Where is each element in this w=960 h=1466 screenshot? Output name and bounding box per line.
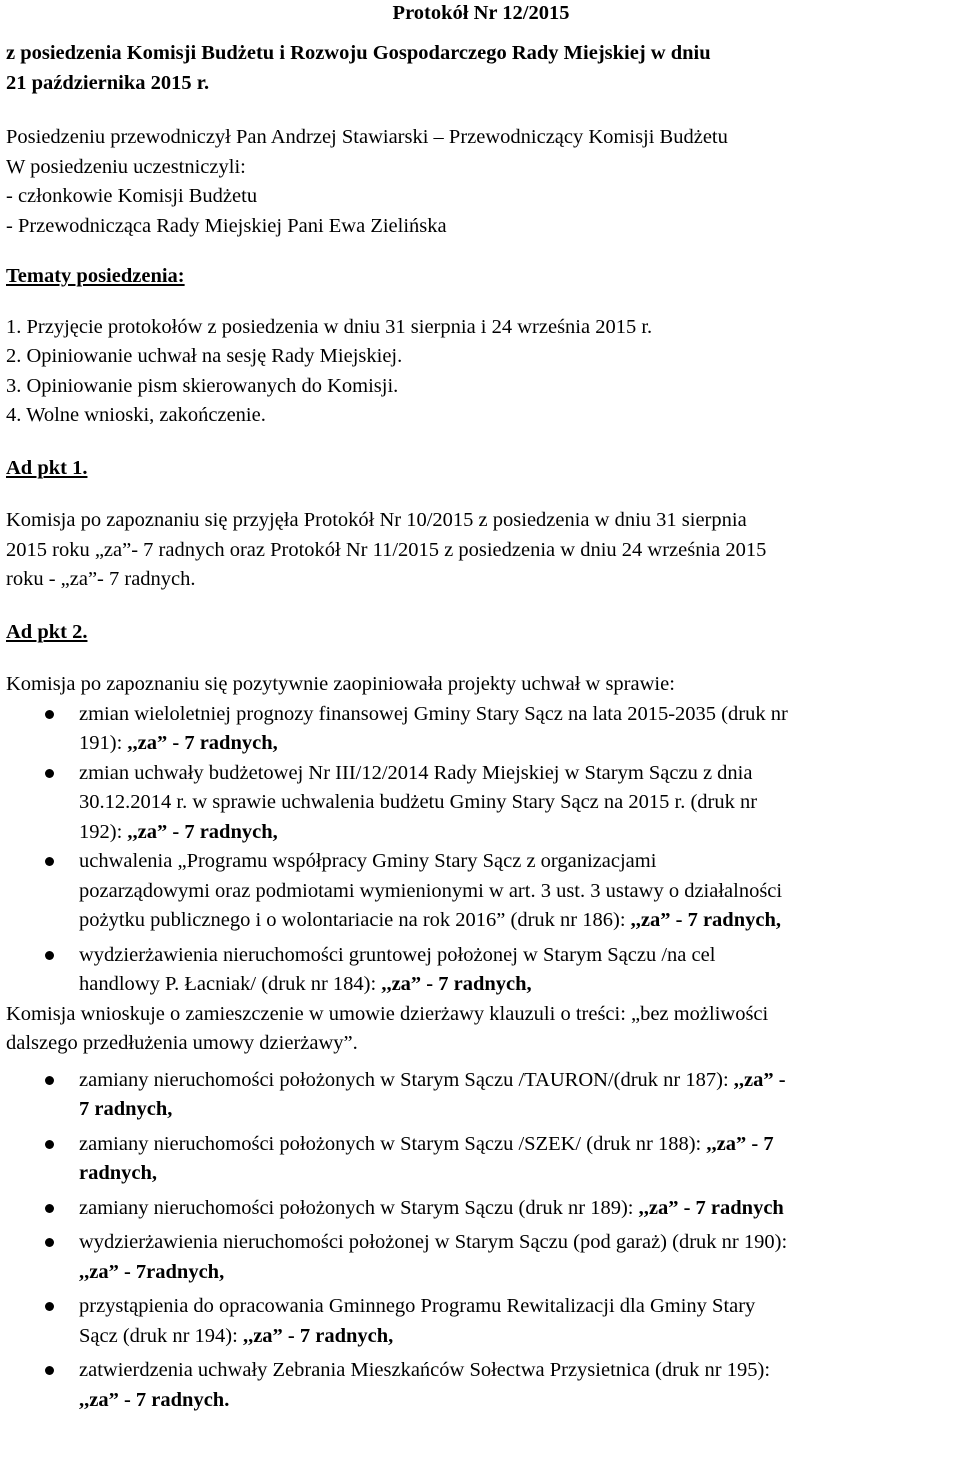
resolution-text: zamiany nieruchomości położonych w Starym Sączu /SZEK/ (druk nr 188): [79,1132,707,1155]
topics-list [6,313,956,431]
resolution-text: zmian uchwały budżetowej Nr III/12/2014 Rady Miejskiej w Starym Sączu z dnia [79,761,753,784]
vote-result: ,,za” - 7 radnych, [127,820,278,843]
topic-item: 2. Opiniowanie uchwał na sesję Rady Miejskiej. [6,345,403,367]
vote-result: ,,za” - 7 radnych, [381,973,532,995]
subtitle-line-2: 21 października 2015 r. [6,71,210,94]
resolution-item [6,847,956,936]
resolution-text: wydzierżawienia nieruchomości gruntowej położonej w Starym Sączu /na cel [79,943,716,966]
intro-member-1: - członkowie Komisji Budżetu [6,185,258,207]
intro-member-2: - Przewodnicząca Rady Miejskiej Pani Ewa Zielińska [6,214,447,237]
pkt2-request [6,1000,956,1059]
resolution-text: przystąpienia do opracowania Gminnego Programu Rewitalizacji dla Gminy Stary [79,1295,756,1317]
resolution-line [79,1322,956,1352]
vote-result: ,,za” - 7 radnych, [127,732,278,754]
vote-result: ,,za” - 7 [706,1132,774,1155]
resolution-text-cont [79,970,956,1000]
resolution-text: pozarządowymi oraz podmiotami wymienionymi w art. 3 ust. 3 ustawy o działalności [79,879,783,902]
resolution-item [6,1194,956,1224]
resolution-item [6,1130,956,1189]
request-line: dalszego przedłużenia umowy dzierżawy”. [6,1032,358,1054]
bullet-icon [45,857,54,866]
resolution-item [6,700,956,759]
resolution-text: 30.12.2014 r. w sprawie uchwalenia budżetu Gminy Stary Sącz na 2015 r. (druk nr [79,791,758,813]
topics-heading: Tematy posiedzenia: [6,265,185,287]
resolution-item [6,1356,956,1415]
pkt1-line: Komisja po zapoznaniu się przyjęła Protokół Nr 10/2015 z posiedzenia w dniu 31 sierpnia [6,509,747,531]
topic-item: 3. Opiniowanie pism skierowanych do Komisji. [6,374,399,397]
pkt2-heading: Ad pkt 2. [6,620,88,643]
pkt1-heading: Ad pkt 1. [6,456,88,479]
pkt1-line: roku - „za”- 7 radnych. [6,568,196,590]
resolution-text: zmian wieloletniej prognozy finansowej Gminy Stary Sącz na lata 2015-2035 (druk nr [79,702,788,725]
bullet-icon [45,951,54,960]
resolution-text-cont [79,818,956,848]
pkt1-text [6,506,956,595]
document-title: Protokół Nr 12/2015 [392,2,570,24]
resolution-line [79,1194,956,1224]
vote-result: ,,za” - 7 radnych [638,1196,784,1219]
vote-result: ,,za” - 7 radnych, [242,1324,394,1347]
resolution-text-cont [79,906,956,936]
bullet-icon [45,710,54,719]
vote-result: ,,za” - [733,1068,786,1091]
resolution-text: handlowy P. Łacniak/ (druk nr 184): [79,973,382,995]
resolution-text: wydzierżawienia nieruchomości położonej w Starym Sączu (pod garaż) (druk nr 190): [79,1231,788,1253]
resolution-text: 191): [79,732,128,754]
subtitle-line-1: z posiedzenia Komisji Budżetu i Rozwoju Gospodarczego Rady Miejskiej w dniu [6,42,711,64]
resolution-item [6,941,956,1000]
bullet-icon [45,1366,54,1375]
intro-participants: W posiedzeniu uczestniczyli: [6,155,246,178]
topic-item: 1. Przyjęcie protokołów z posiedzenia w dniu 31 sierpnia i 24 września 2015 r. [6,315,653,338]
vote-result: radnych, [79,1162,158,1184]
resolution-text: pożytku publicznego i o wolontariacie na rok 2016” (druk nr 186): [79,909,631,931]
topic-item: 4. Wolne wnioski, zakończenie. [6,404,266,426]
resolution-text-cont [79,729,956,759]
resolution-text: uchwalenia „Programu współpracy Gminy Stary Sącz z organizacjami [79,850,657,872]
bullet-icon [45,1302,54,1311]
resolution-text: Sącz (druk nr 194): [79,1324,243,1347]
pkt2-resolutions-list-a [6,700,956,1000]
resolution-item [6,1292,956,1351]
bullet-icon [45,1140,54,1149]
bullet-icon [45,1204,54,1213]
resolution-text: 192): [79,820,128,843]
resolution-text: zatwierdzenia uchwały Zebrania Mieszkańców Sołectwa Przysietnica (druk nr 195): [79,1359,771,1381]
intro-block [6,123,956,241]
resolution-item [6,1228,956,1287]
resolution-text: zamiany nieruchomości położonych w Starym Sączu (druk nr 189): [79,1196,639,1219]
vote-result: ,,za” - 7 radnych. [79,1388,230,1411]
vote-result: ,,za” - 7 radnych, [630,909,781,931]
resolution-line [79,1066,956,1096]
intro-chair: Posiedzeniu przewodniczył Pan Andrzej Stawiarski – Przewodniczący Komisji Budżetu [6,126,728,148]
request-line: Komisja wnioskuje o zamieszczenie w umowie dzierżawy klauzuli o treści: „bez możliwości [6,1002,769,1025]
bullet-icon [45,1238,54,1247]
bullet-icon [45,769,54,778]
bullet-icon [45,1076,54,1085]
resolution-item [6,759,956,848]
resolution-line [79,1130,956,1160]
pkt2-intro: Komisja po zapoznaniu się pozytywnie zaopiniowała projekty uchwał w sprawie: [6,673,675,695]
pkt1-line: 2015 roku „za”- 7 radnych oraz Protokół Nr 11/2015 z posiedzenia w dniu 24 września 2015 [6,538,767,561]
pkt2-resolutions-list-b [6,1066,956,1416]
document-subtitle [6,39,956,98]
vote-result: ,,za” - 7radnych, [79,1260,225,1283]
resolution-item [6,1066,956,1125]
resolution-text: zamiany nieruchomości położonych w Starym Sączu /TAURON/(druk nr 187): [79,1068,734,1091]
vote-result: 7 radnych, [79,1098,173,1120]
